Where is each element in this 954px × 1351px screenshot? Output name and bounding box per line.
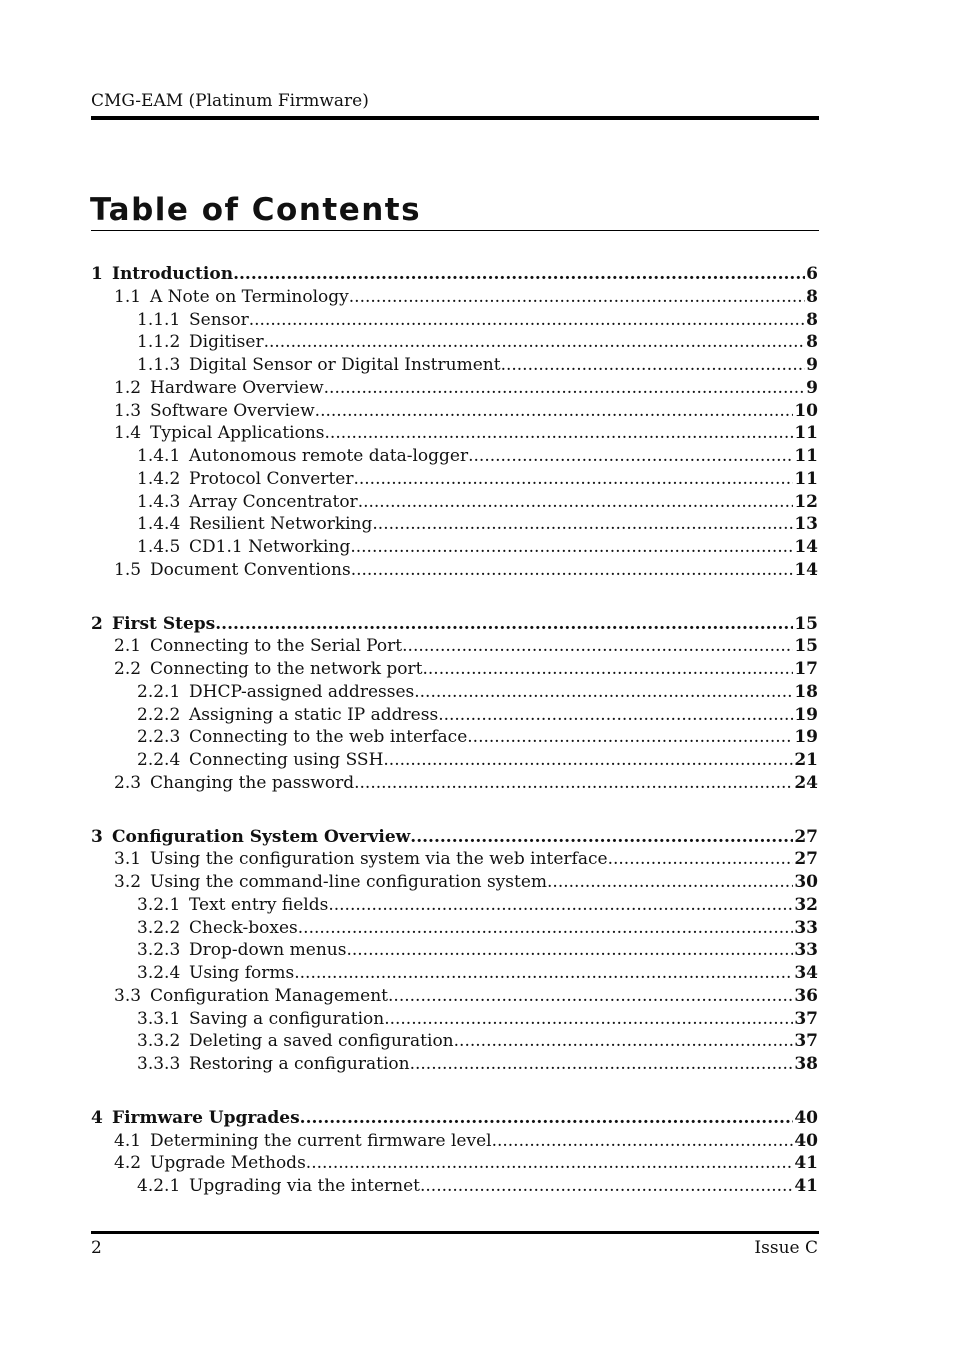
toc-entry-number: 3.2.3 [137, 940, 181, 960]
toc-entry-page: 6 [806, 264, 818, 284]
footer-rule [91, 1231, 819, 1234]
toc-entry[interactable] [137, 962, 818, 984]
toc-dot-leader [233, 263, 805, 285]
toc-entry[interactable] [137, 749, 818, 771]
toc-entry-number: 1.1 [114, 287, 142, 307]
toc-entry-number: 3.3.3 [137, 1054, 181, 1074]
toc-entry-number: 1.4.1 [137, 446, 181, 466]
toc-entry-number: 1.4.3 [137, 492, 181, 512]
toc-entry[interactable] [114, 559, 818, 581]
toc-entry-page: 24 [794, 773, 818, 793]
toc-entry-number: 2 [91, 614, 103, 634]
toc-entry-label: Upgrade Methods [150, 1153, 306, 1173]
toc-entry-page: 12 [794, 492, 818, 512]
toc-entry-page: 10 [794, 401, 818, 421]
toc-entry[interactable] [114, 286, 818, 308]
toc-entry-label: Connecting to the Serial Port [150, 636, 403, 656]
running-header: CMG-EAM (Platinum Firmware) [91, 91, 369, 111]
toc-entry[interactable] [137, 1030, 818, 1052]
toc-entry-label: Connecting to the web interface [189, 727, 468, 747]
toc-entry-label: Document Conventions [150, 560, 351, 580]
toc-entry[interactable] [114, 871, 818, 893]
toc-entry-number: 1.5 [114, 560, 142, 580]
toc-entry[interactable] [137, 536, 818, 558]
toc-entry-label: Firmware Upgrades [112, 1108, 300, 1128]
toc-entry-page: 17 [794, 659, 818, 679]
toc-entry-label: Changing the password [150, 773, 355, 793]
toc-dot-leader [372, 513, 793, 535]
toc-entry-label: Using forms [189, 963, 295, 983]
toc-entry-page: 13 [794, 514, 818, 534]
toc-dot-leader [383, 749, 793, 771]
toc-entry-page: 8 [806, 310, 818, 330]
toc-entry-label: Software Overview [150, 401, 315, 421]
toc-entry-page: 40 [794, 1131, 818, 1151]
toc-entry-number: 3.2.4 [137, 963, 181, 983]
toc-entry-label: Configuration System Overview [112, 827, 411, 847]
toc-entry-label: Text entry fields [189, 895, 329, 915]
toc-entry-number: 3.1 [114, 849, 142, 869]
toc-entry-label: Deleting a saved configuration [189, 1031, 454, 1051]
toc-dot-leader [294, 962, 793, 984]
toc-entry-number: 1.2 [114, 378, 142, 398]
toc-entry-page: 11 [794, 469, 818, 489]
toc-entry-page: 37 [794, 1031, 818, 1051]
toc-entry-label: Introduction [112, 264, 234, 284]
toc-dot-leader [402, 635, 793, 657]
title-rule [91, 230, 819, 231]
toc-entry-label: Determining the current firmware level [150, 1131, 492, 1151]
toc-entry-label: Restoring a configuration [189, 1054, 410, 1074]
toc-entry-page: 37 [794, 1009, 818, 1029]
toc-dot-leader [325, 422, 794, 444]
toc-dot-leader [354, 772, 793, 794]
toc-entry-number: 4.2 [114, 1153, 142, 1173]
page-title: Table of Contents [90, 192, 422, 228]
toc-dot-leader [388, 985, 793, 1007]
toc-dot-leader [420, 1175, 793, 1197]
toc-entry-label: Autonomous remote data-logger [189, 446, 469, 466]
toc-entry[interactable] [114, 985, 818, 1007]
toc-entry-label: A Note on Terminology [150, 287, 349, 307]
toc-entry[interactable] [114, 1130, 818, 1152]
toc-entry-page: 40 [794, 1108, 818, 1128]
toc-dot-leader [467, 726, 793, 748]
toc-entry[interactable] [137, 513, 818, 535]
toc-entry-number: 1 [91, 264, 103, 284]
toc-entry-number: 1.1.2 [137, 332, 181, 352]
toc-entry-number: 1.3 [114, 401, 142, 421]
toc-entry-number: 4.2.1 [137, 1176, 181, 1196]
toc-dot-leader [358, 491, 794, 513]
toc-entry[interactable] [137, 468, 818, 490]
toc-entry-label: Resilient Networking [189, 514, 373, 534]
toc-entry-label: Upgrading via the internet [189, 1176, 420, 1196]
toc-entry[interactable] [137, 939, 818, 961]
toc-entry-page: 41 [794, 1153, 818, 1173]
toc-entry-label: Digitiser [189, 332, 264, 352]
toc-entry-label: Using the configuration system via the web interface [150, 849, 608, 869]
toc-dot-leader [306, 1152, 794, 1174]
toc-entry-number: 4 [91, 1108, 103, 1128]
toc-entry-number: 3.2.1 [137, 895, 181, 915]
toc-entry-label: Configuration Management [150, 986, 389, 1006]
toc-dot-leader [298, 917, 794, 939]
toc-dot-leader [547, 871, 793, 893]
toc-entry-label: Sensor [189, 310, 249, 330]
toc-entry-page: 27 [794, 827, 818, 847]
toc-entry[interactable] [91, 1107, 818, 1129]
toc-entry-number: 3.3 [114, 986, 142, 1006]
toc-dot-leader [454, 1030, 794, 1052]
toc-entry[interactable] [137, 917, 818, 939]
toc-entry-label: Protocol Converter [189, 469, 354, 489]
toc-entry-label: Connecting using SSH [189, 750, 384, 770]
toc-entry-number: 1.1.1 [137, 310, 181, 330]
toc-entry-page: 32 [794, 895, 818, 915]
toc-entry[interactable] [137, 331, 818, 353]
toc-entry[interactable] [114, 422, 818, 444]
footer-issue: Issue C [754, 1238, 818, 1258]
header-rule [91, 116, 819, 120]
toc-entry[interactable] [137, 704, 818, 726]
toc-dot-leader [468, 445, 793, 467]
toc-entry-label: Check-boxes [189, 918, 298, 938]
toc-entry-number: 2.2.2 [137, 705, 181, 725]
toc-entry[interactable] [114, 635, 818, 657]
toc-entry-page: 36 [794, 986, 818, 1006]
toc-entry-number: 2.2 [114, 659, 142, 679]
toc-entry[interactable] [137, 1008, 818, 1030]
toc-entry-page: 21 [794, 750, 818, 770]
toc-entry-label: CD1.1 Networking [189, 537, 351, 557]
toc-entry-page: 38 [794, 1054, 818, 1074]
toc-entry[interactable] [114, 377, 818, 399]
toc-entry-label: Drop-down menus [189, 940, 347, 960]
toc-dot-leader [215, 613, 793, 635]
toc-entry-page: 8 [806, 287, 818, 307]
toc-dot-leader [384, 1008, 793, 1030]
toc-entry-page: 34 [794, 963, 818, 983]
toc-entry-page: 19 [794, 705, 818, 725]
toc-dot-leader [414, 681, 793, 703]
toc-entry-number: 2.1 [114, 636, 142, 656]
toc-entry-label: Connecting to the network port [150, 659, 423, 679]
toc-entry-number: 2.2.4 [137, 750, 181, 770]
toc-entry-page: 33 [794, 918, 818, 938]
toc-entry-label: Assigning a static IP address [189, 705, 439, 725]
toc-entry-number: 3.3.2 [137, 1031, 181, 1051]
toc-dot-leader [422, 658, 793, 680]
toc-entry-page: 41 [794, 1176, 818, 1196]
toc-dot-leader [346, 939, 793, 961]
toc-entry-label: Hardware Overview [150, 378, 324, 398]
toc-entry[interactable] [114, 658, 818, 680]
toc-entry-number: 3.2 [114, 872, 142, 892]
toc-entry-number: 1.4.5 [137, 537, 181, 557]
toc-entry[interactable] [91, 613, 818, 635]
toc-entry-page: 18 [794, 682, 818, 702]
toc-entry[interactable] [114, 848, 818, 870]
toc-dot-leader [315, 400, 794, 422]
toc-entry[interactable] [114, 400, 818, 422]
toc-entry[interactable] [137, 354, 818, 376]
toc-entry[interactable] [91, 826, 818, 848]
toc-dot-leader [501, 354, 806, 376]
toc-entry-page: 27 [794, 849, 818, 869]
toc-entry[interactable] [137, 681, 818, 703]
toc-entry[interactable] [91, 263, 818, 285]
toc-entry-page: 8 [806, 332, 818, 352]
toc-entry-number: 1.4.2 [137, 469, 181, 489]
toc-entry-page: 11 [794, 446, 818, 466]
toc-entry[interactable] [137, 726, 818, 748]
toc-entry[interactable] [137, 445, 818, 467]
toc-entry-page: 14 [794, 560, 818, 580]
toc-dot-leader [264, 331, 806, 353]
toc-entry-number: 2.3 [114, 773, 142, 793]
footer-page-number: 2 [91, 1238, 102, 1258]
toc-entry-number: 3 [91, 827, 103, 847]
toc-entry[interactable] [137, 491, 818, 513]
toc-entry-number: 2.2.1 [137, 682, 181, 702]
toc-entry-number: 3.3.1 [137, 1009, 181, 1029]
toc-entry-number: 1.4.4 [137, 514, 181, 534]
toc-entry-label: DHCP-assigned addresses [189, 682, 415, 702]
toc-entry-label: Using the command-line configuration system [150, 872, 548, 892]
toc-dot-leader [438, 704, 793, 726]
toc-entry-label: Saving a configuration [189, 1009, 385, 1029]
toc-entry-number: 1.1.3 [137, 355, 181, 375]
toc-entry-label: Typical Applications [150, 423, 325, 443]
toc-dot-leader [492, 1130, 794, 1152]
toc-entry[interactable] [137, 894, 818, 916]
toc-dot-leader [350, 536, 793, 558]
toc-entry-number: 3.2.2 [137, 918, 181, 938]
toc-entry-page: 9 [806, 355, 818, 375]
toc-entry-label: First Steps [112, 614, 216, 634]
toc-dot-leader [328, 894, 793, 916]
toc-entry-label: Digital Sensor or Digital Instrument [189, 355, 501, 375]
toc-entry-label: Array Concentrator [189, 492, 358, 512]
toc-entry-page: 19 [794, 727, 818, 747]
toc-entry-number: 2.2.3 [137, 727, 181, 747]
toc-entry-number: 4.1 [114, 1131, 142, 1151]
toc-dot-leader [410, 1053, 794, 1075]
toc-dot-leader [353, 468, 793, 490]
toc-dot-leader [410, 826, 793, 848]
toc-entry[interactable] [114, 772, 818, 794]
toc-dot-leader [249, 309, 805, 331]
toc-dot-leader [324, 377, 806, 399]
toc-entry-page: 15 [794, 614, 818, 634]
toc-dot-leader [300, 1107, 794, 1129]
toc-entry-page: 30 [794, 872, 818, 892]
toc-entry-page: 33 [794, 940, 818, 960]
toc-entry[interactable] [137, 309, 818, 331]
toc-dot-leader [351, 559, 794, 581]
toc-entry[interactable] [137, 1053, 818, 1075]
toc-entry-page: 15 [794, 636, 818, 656]
toc-entry-page: 14 [794, 537, 818, 557]
toc-entry-page: 9 [806, 378, 818, 398]
toc-entry[interactable] [114, 1152, 818, 1174]
toc-dot-leader [349, 286, 805, 308]
toc-entry[interactable] [137, 1175, 818, 1197]
toc-entry-page: 11 [794, 423, 818, 443]
toc-entry-number: 1.4 [114, 423, 142, 443]
toc-dot-leader [608, 848, 794, 870]
